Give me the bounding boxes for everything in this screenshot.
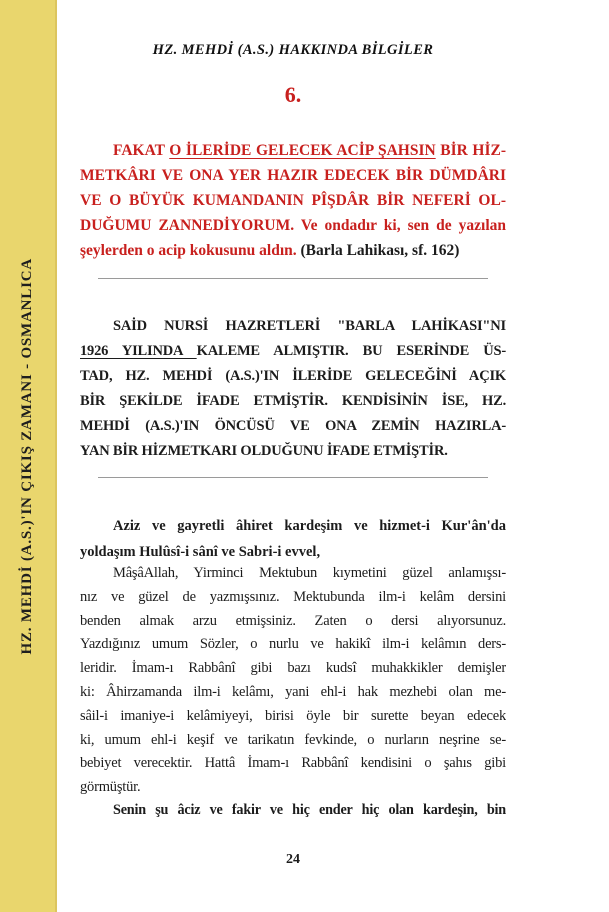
- body-line: bebiyet verecektir. Hattâ İmam-ı Rabbânî kendisini o şahıs gibi: [80, 755, 506, 772]
- spine-title: HZ. MEHDİ (A.S.)'IN ÇIKIŞ ZAMANI - OSMANLICA: [19, 257, 35, 655]
- commentary-paragraph: [80, 314, 506, 464]
- commentary-text: KALEME ALMIŞTIR. BU ESERİNDE ÜS-: [196, 343, 506, 359]
- quote-line: VE O BÜYÜK KUMANDANIN PÎŞDÂR BİR NEFERİ OL-: [80, 192, 506, 209]
- salutation-line: Aziz ve gayretli âhiret kardeşim ve hizmet-i Kur'ân'da: [113, 518, 506, 534]
- body-line: nız ve güzel de yazmışsınız. Mektubunda ilm-i kelâm dersini: [80, 588, 506, 605]
- body-line: benden almak arzu etmişsiniz. Zaten o dersi alıyorsunuz.: [80, 612, 506, 629]
- commentary-line: SAİD NURSİ HAZRETLERİ "BARLA LAHİKASI"NI: [113, 318, 506, 334]
- commentary-line: [80, 339, 506, 364]
- body-line: MâşâAllah, Yirminci Mektubun kıymetini güzel anlamışsı-: [113, 565, 506, 581]
- quote-text: BİR HİZ-: [435, 142, 506, 159]
- body-line: sâil-i imaniye-i kelâmiyeyi, birisi öyle bir surette beyan edecek: [80, 707, 506, 724]
- commentary-line: MEHDİ (A.S.)'IN ÖNCÜSÜ VE ONA ZEMİN HAZIRLA-: [80, 418, 506, 434]
- letter-body: [80, 562, 506, 800]
- quote-line: METKÂRI VE ONA YER HAZIR EDECEK BİR DÜMDÂRI: [80, 167, 506, 184]
- quote-text: FAKAT: [113, 142, 170, 159]
- quote-source-reference: (Barla Lahikası, sf. 162): [296, 242, 460, 259]
- page-number: 24: [286, 852, 300, 867]
- quote-line: DUĞUMU ZANNEDİYORUM. Ve ondadır ki, sen de yazılan: [80, 217, 506, 234]
- commentary-line: TAD, HZ. MEHDİ (A.S.)'IN İLERİDE GELECEĞİNİ AÇIK: [80, 368, 506, 384]
- commentary-line: YAN BİR HİZMETKARI OLDUĞUNU İFADE ETMİŞTİR.: [80, 443, 448, 459]
- body-line: Yazdığınız umum Sözler, o nurlu ve hakikî ilm-i kelâmın ders-: [80, 636, 506, 653]
- quote-line: [80, 138, 506, 163]
- quote-underlined-text: O İLERİDE GELECEK ACİP ŞAHSIN: [169, 142, 436, 159]
- divider-rule: [98, 278, 488, 279]
- spine-band: [0, 0, 57, 912]
- divider-rule: [98, 477, 488, 478]
- body-line: ki, umum ehl-i keşif ve tarikatın fevkinde, o nurların neşrine se-: [80, 731, 506, 748]
- letter-closing-line: Senin şu âciz ve fakir ve hiç ender hiç olan kardeşin, bin: [113, 802, 506, 818]
- quote-paragraph: [80, 138, 506, 263]
- commentary-line: BİR ŞEKİLDE İFADE ETMİŞTİR. KENDİSİNİN İSE, HZ.: [80, 393, 506, 409]
- page-content: [80, 0, 506, 912]
- section-number: 6.: [284, 82, 302, 107]
- quote-line: [80, 238, 506, 263]
- body-line: ki: Âhirzamanda ilm-i kelâmı, yani ehl-i hak mezhebi olan me-: [80, 683, 506, 700]
- body-line: leridir. İmam-ı Rabbânî gibi bazı kudsî muhakkikler demişler: [80, 660, 506, 677]
- commentary-underlined-text: 1926 YILINDA: [80, 343, 197, 359]
- quote-text: şeylerden o acip kokusunu aldın.: [80, 242, 297, 259]
- letter-salutation: [80, 514, 506, 565]
- running-header: HZ. MEHDİ (A.S.) HAKKINDA BİLGİLER: [152, 42, 434, 58]
- body-line: görmüştür.: [80, 779, 141, 796]
- salutation-line: yoldaşım Hulûsî-i sânî ve Sabri-i evvel,: [80, 543, 321, 560]
